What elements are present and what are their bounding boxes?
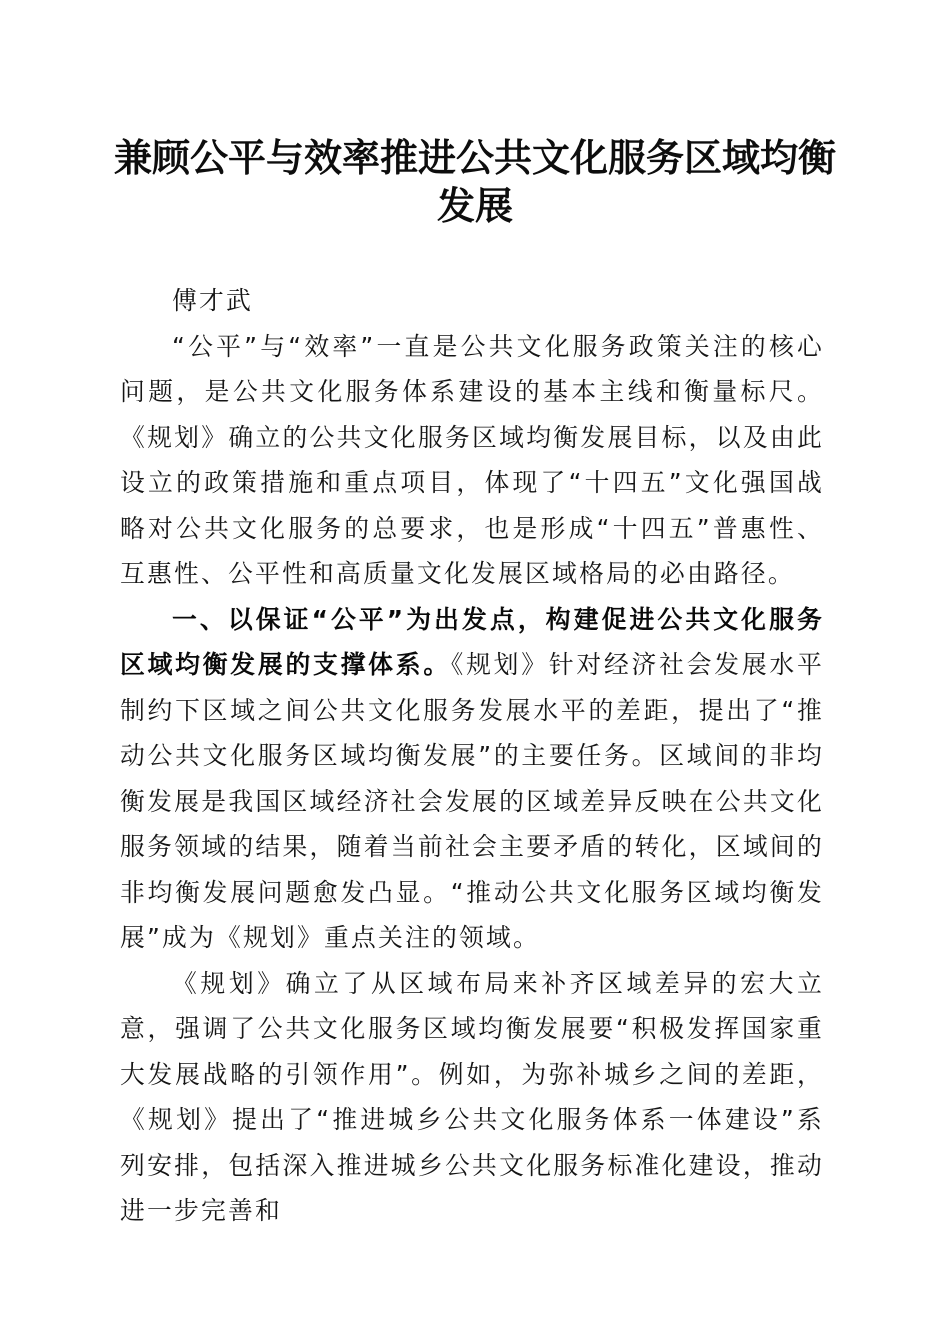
paragraph-intro-text: “公平”与“效率”一直是公共文化服务政策关注的核心问题，是公共文化服务体系建设的基本主线和衡量标尺。《规划》确立的公共文化服务区域均衡发展目标，以及由此设立的政策措施和重点项目，体现了“十四五”文化强国战略对公共文化服务的总要求，也是形成“十四五”普惠性、互惠性、公平性和高质量文化发展区域格局的必由路径。 bbox=[120, 331, 824, 588]
document-title: 兼顾公平与效率推进公共文化服务区域均衡发展 bbox=[113, 135, 836, 228]
paragraph-section-one-text: 《规划》针对经济社会发展水平制约下区域之间公共文化服务发展水平的差距，提出了“推动公共文化服务区域均衡发展”的主要任务。区域间的非均衡发展是我国区域经济社会发展的区域差异反映在公共文化服务领域的结果，随着当前社会主要矛盾的转化，区域间的非均衡发展问题愈发凸显。“推动公共文化服务区域均衡发展”成为《规划》重点关注的领域。 bbox=[120, 650, 825, 952]
paragraph-regional-layout-text: 《规划》确立了从区域布局来补齐区域差异的宏大立意，强调了公共文化服务区域均衡发展要“积极发挥国家重大发展战略的引领作用”。例如，为弥补城乡之间的差距，《规划》提出了“推进城乡公共文化服务体系一体建设”系列安排，包括深入推进城乡公共文化服务标准化建设，推动进一步完善和 bbox=[120, 968, 824, 1225]
paragraph-regional-layout bbox=[120, 961, 824, 1234]
paragraph-section-one bbox=[120, 597, 824, 961]
section-one-heading: 一、以保证“公平”为出发点，构建促进公共文化服务区域均衡发展的支撑体系。 bbox=[120, 604, 824, 679]
paragraph-intro bbox=[120, 324, 824, 597]
document-body bbox=[120, 278, 824, 1234]
author-name: 傅才武 bbox=[172, 286, 253, 315]
